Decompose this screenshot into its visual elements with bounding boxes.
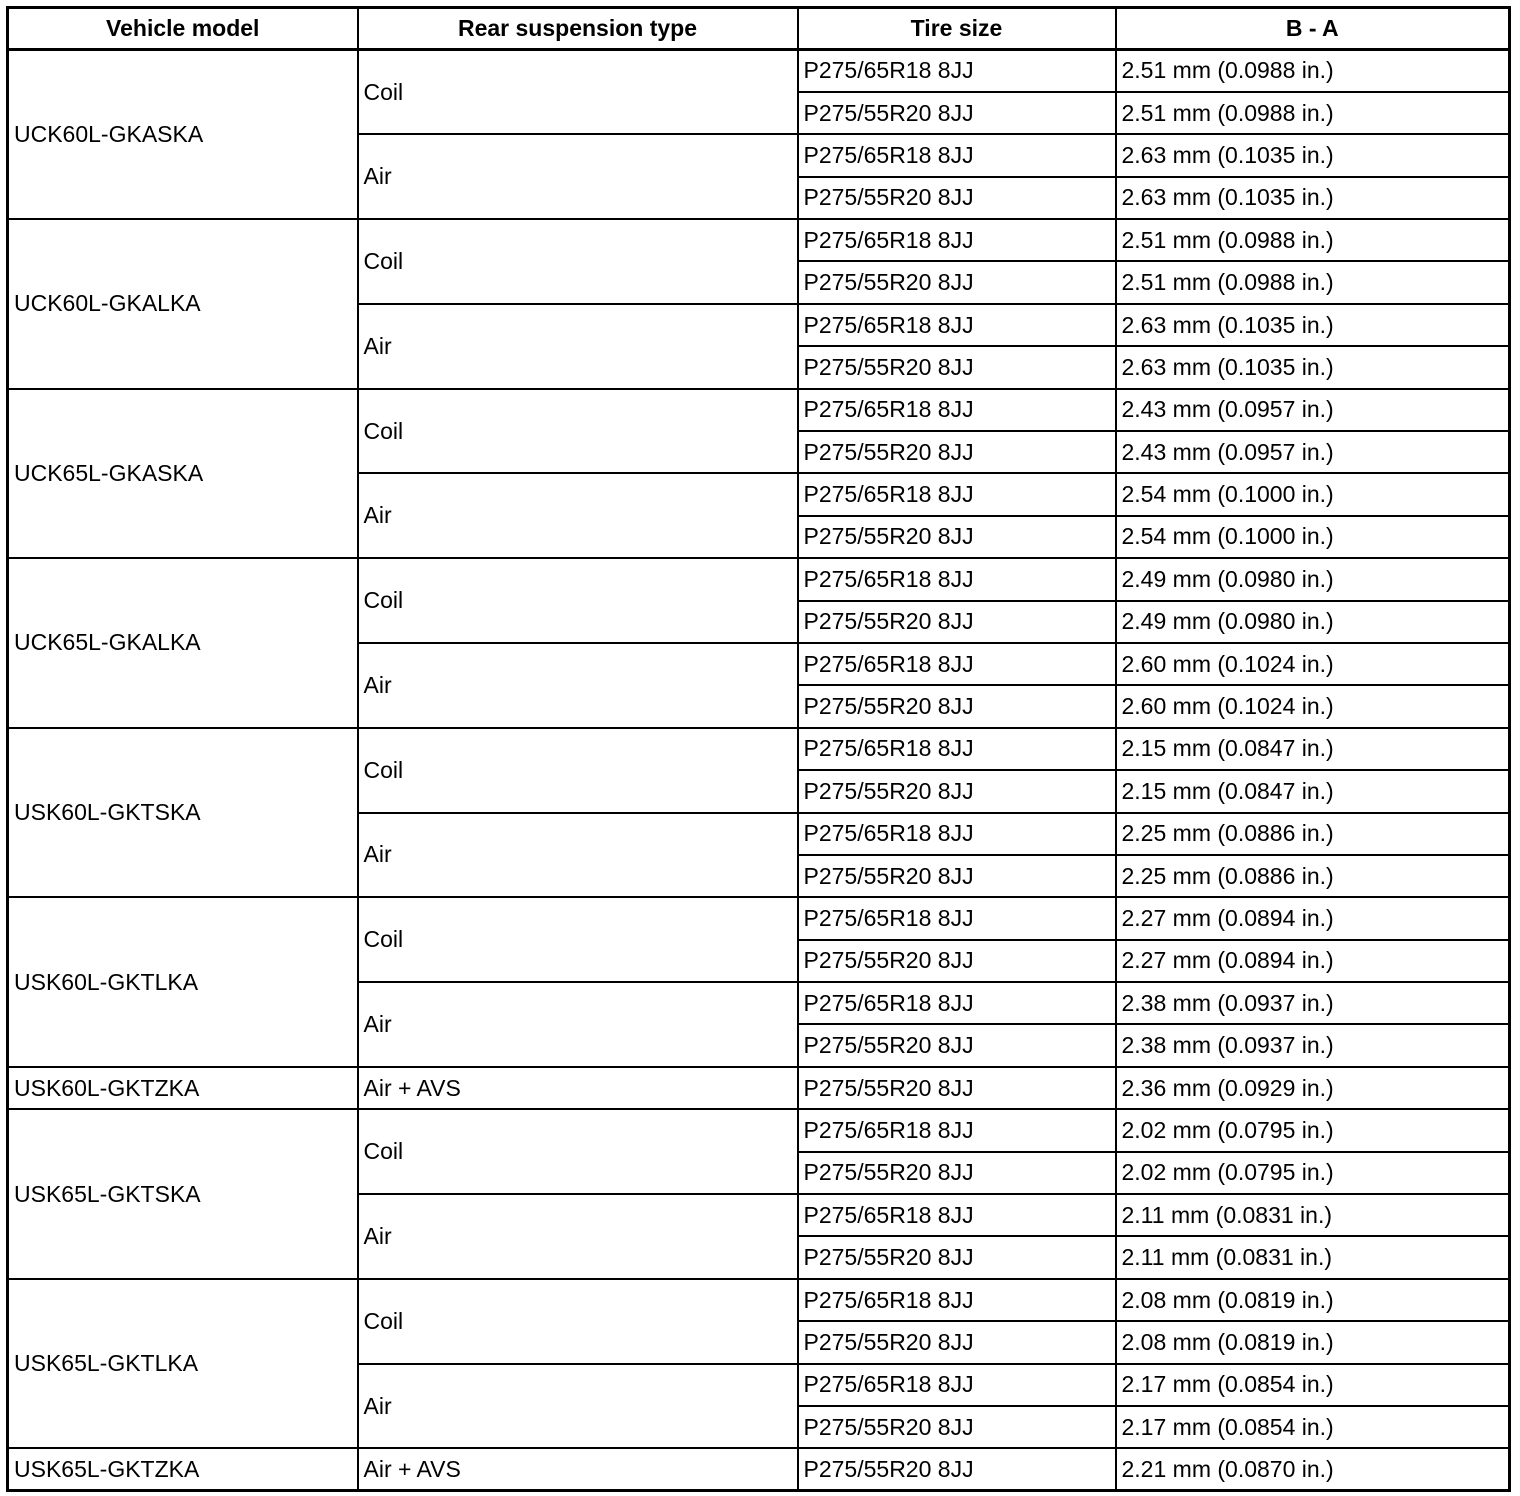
tire-size-cell: P275/55R20 8JJ bbox=[798, 261, 1116, 303]
tire-size-cell: P275/55R20 8JJ bbox=[798, 1024, 1116, 1066]
suspension-type-cell: Air bbox=[358, 304, 798, 389]
header-tire-size: Tire size bbox=[798, 8, 1116, 50]
b-minus-a-value-cell: 2.63 mm (0.1035 in.) bbox=[1116, 177, 1510, 219]
suspension-type-cell: Air bbox=[358, 813, 798, 898]
table-row bbox=[8, 728, 1510, 770]
suspension-type-cell: Coil bbox=[358, 1109, 798, 1194]
table-row bbox=[8, 1109, 1510, 1151]
b-minus-a-value-cell: 2.43 mm (0.0957 in.) bbox=[1116, 389, 1510, 431]
tire-size-cell: P275/65R18 8JJ bbox=[798, 1364, 1116, 1406]
suspension-type-cell: Air + AVS bbox=[358, 1448, 798, 1490]
tire-size-cell: P275/65R18 8JJ bbox=[798, 389, 1116, 431]
b-minus-a-value-cell: 2.15 mm (0.0847 in.) bbox=[1116, 770, 1510, 812]
suspension-type-cell: Air bbox=[358, 1364, 798, 1449]
b-minus-a-value-cell: 2.17 mm (0.0854 in.) bbox=[1116, 1364, 1510, 1406]
vehicle-model-cell: USK60L-GKTZKA bbox=[8, 1067, 358, 1109]
tire-size-cell: P275/65R18 8JJ bbox=[798, 643, 1116, 685]
tire-size-cell: P275/55R20 8JJ bbox=[798, 1236, 1116, 1278]
specification-table bbox=[6, 6, 1511, 1492]
tire-size-cell: P275/65R18 8JJ bbox=[798, 473, 1116, 515]
b-minus-a-value-cell: 2.63 mm (0.1035 in.) bbox=[1116, 346, 1510, 388]
tire-size-cell: P275/55R20 8JJ bbox=[798, 940, 1116, 982]
suspension-type-cell: Coil bbox=[358, 897, 798, 982]
vehicle-model-cell: UCK60L-GKASKA bbox=[8, 50, 358, 220]
table-row bbox=[8, 558, 1510, 600]
vehicle-model-cell: USK60L-GKTSKA bbox=[8, 728, 358, 898]
tire-size-cell: P275/55R20 8JJ bbox=[798, 1321, 1116, 1363]
vehicle-model-cell: USK65L-GKTSKA bbox=[8, 1109, 358, 1279]
tire-size-cell: P275/55R20 8JJ bbox=[798, 177, 1116, 219]
vehicle-model-cell: UCK65L-GKALKA bbox=[8, 558, 358, 728]
tire-size-cell: P275/65R18 8JJ bbox=[798, 1109, 1116, 1151]
tire-size-cell: P275/55R20 8JJ bbox=[798, 1406, 1116, 1448]
tire-size-cell: P275/65R18 8JJ bbox=[798, 1279, 1116, 1321]
b-minus-a-value-cell: 2.49 mm (0.0980 in.) bbox=[1116, 601, 1510, 643]
tire-size-cell: P275/65R18 8JJ bbox=[798, 134, 1116, 176]
suspension-type-cell: Air bbox=[358, 643, 798, 728]
b-minus-a-value-cell: 2.51 mm (0.0988 in.) bbox=[1116, 261, 1510, 303]
suspension-type-cell: Coil bbox=[358, 219, 798, 304]
table-row bbox=[8, 1067, 1510, 1109]
tire-size-cell: P275/55R20 8JJ bbox=[798, 431, 1116, 473]
tire-size-cell: P275/55R20 8JJ bbox=[798, 1067, 1116, 1109]
b-minus-a-value-cell: 2.51 mm (0.0988 in.) bbox=[1116, 92, 1510, 134]
tire-size-cell: P275/55R20 8JJ bbox=[798, 685, 1116, 727]
tire-size-cell: P275/55R20 8JJ bbox=[798, 516, 1116, 558]
tire-size-cell: P275/55R20 8JJ bbox=[798, 1448, 1116, 1490]
tire-size-cell: P275/65R18 8JJ bbox=[798, 219, 1116, 261]
suspension-type-cell: Coil bbox=[358, 558, 798, 643]
vehicle-model-cell: UCK60L-GKALKA bbox=[8, 219, 358, 389]
header-rear-suspension-type: Rear suspension type bbox=[358, 8, 798, 50]
suspension-type-cell: Coil bbox=[358, 1279, 798, 1364]
b-minus-a-value-cell: 2.60 mm (0.1024 in.) bbox=[1116, 643, 1510, 685]
b-minus-a-value-cell: 2.49 mm (0.0980 in.) bbox=[1116, 558, 1510, 600]
b-minus-a-value-cell: 2.17 mm (0.0854 in.) bbox=[1116, 1406, 1510, 1448]
suspension-type-cell: Coil bbox=[358, 50, 798, 135]
b-minus-a-value-cell: 2.36 mm (0.0929 in.) bbox=[1116, 1067, 1510, 1109]
table-row bbox=[8, 1448, 1510, 1490]
suspension-type-cell: Air bbox=[358, 1194, 798, 1279]
tire-size-cell: P275/55R20 8JJ bbox=[798, 855, 1116, 897]
tire-size-cell: P275/65R18 8JJ bbox=[798, 304, 1116, 346]
suspension-type-cell: Air + AVS bbox=[358, 1067, 798, 1109]
header-vehicle-model: Vehicle model bbox=[8, 8, 358, 50]
b-minus-a-value-cell: 2.11 mm (0.0831 in.) bbox=[1116, 1194, 1510, 1236]
b-minus-a-value-cell: 2.25 mm (0.0886 in.) bbox=[1116, 855, 1510, 897]
table-row bbox=[8, 1279, 1510, 1321]
b-minus-a-value-cell: 2.08 mm (0.0819 in.) bbox=[1116, 1279, 1510, 1321]
b-minus-a-value-cell: 2.21 mm (0.0870 in.) bbox=[1116, 1448, 1510, 1490]
b-minus-a-value-cell: 2.15 mm (0.0847 in.) bbox=[1116, 728, 1510, 770]
tire-size-cell: P275/65R18 8JJ bbox=[798, 897, 1116, 939]
table-header bbox=[8, 8, 1510, 50]
b-minus-a-value-cell: 2.51 mm (0.0988 in.) bbox=[1116, 219, 1510, 261]
b-minus-a-value-cell: 2.63 mm (0.1035 in.) bbox=[1116, 304, 1510, 346]
b-minus-a-value-cell: 2.02 mm (0.0795 in.) bbox=[1116, 1152, 1510, 1194]
b-minus-a-value-cell: 2.27 mm (0.0894 in.) bbox=[1116, 940, 1510, 982]
vehicle-model-cell: USK60L-GKTLKA bbox=[8, 897, 358, 1067]
tire-size-cell: P275/55R20 8JJ bbox=[798, 1152, 1116, 1194]
b-minus-a-value-cell: 2.02 mm (0.0795 in.) bbox=[1116, 1109, 1510, 1151]
b-minus-a-value-cell: 2.27 mm (0.0894 in.) bbox=[1116, 897, 1510, 939]
table-row bbox=[8, 897, 1510, 939]
suspension-type-cell: Air bbox=[358, 134, 798, 219]
b-minus-a-value-cell: 2.38 mm (0.0937 in.) bbox=[1116, 1024, 1510, 1066]
b-minus-a-value-cell: 2.60 mm (0.1024 in.) bbox=[1116, 685, 1510, 727]
tire-size-cell: P275/65R18 8JJ bbox=[798, 558, 1116, 600]
b-minus-a-value-cell: 2.54 mm (0.1000 in.) bbox=[1116, 516, 1510, 558]
b-minus-a-value-cell: 2.51 mm (0.0988 in.) bbox=[1116, 50, 1510, 92]
tire-size-cell: P275/55R20 8JJ bbox=[798, 92, 1116, 134]
suspension-type-cell: Coil bbox=[358, 728, 798, 813]
table-row bbox=[8, 219, 1510, 261]
tire-size-cell: P275/55R20 8JJ bbox=[798, 770, 1116, 812]
suspension-type-cell: Coil bbox=[358, 389, 798, 474]
b-minus-a-value-cell: 2.43 mm (0.0957 in.) bbox=[1116, 431, 1510, 473]
b-minus-a-value-cell: 2.54 mm (0.1000 in.) bbox=[1116, 473, 1510, 515]
tire-size-cell: P275/65R18 8JJ bbox=[798, 1194, 1116, 1236]
vehicle-model-cell: USK65L-GKTLKA bbox=[8, 1279, 358, 1449]
b-minus-a-value-cell: 2.11 mm (0.0831 in.) bbox=[1116, 1236, 1510, 1278]
tire-size-cell: P275/55R20 8JJ bbox=[798, 601, 1116, 643]
table-row bbox=[8, 50, 1510, 92]
tire-size-cell: P275/65R18 8JJ bbox=[798, 813, 1116, 855]
tire-size-cell: P275/55R20 8JJ bbox=[798, 346, 1116, 388]
vehicle-model-cell: USK65L-GKTZKA bbox=[8, 1448, 358, 1490]
b-minus-a-value-cell: 2.25 mm (0.0886 in.) bbox=[1116, 813, 1510, 855]
table-row bbox=[8, 389, 1510, 431]
table-body bbox=[8, 50, 1510, 1491]
tire-size-cell: P275/65R18 8JJ bbox=[798, 50, 1116, 92]
suspension-type-cell: Air bbox=[358, 473, 798, 558]
vehicle-model-cell: UCK65L-GKASKA bbox=[8, 389, 358, 559]
b-minus-a-value-cell: 2.38 mm (0.0937 in.) bbox=[1116, 982, 1510, 1024]
header-b-minus-a: B - A bbox=[1116, 8, 1510, 50]
b-minus-a-value-cell: 2.08 mm (0.0819 in.) bbox=[1116, 1321, 1510, 1363]
b-minus-a-value-cell: 2.63 mm (0.1035 in.) bbox=[1116, 134, 1510, 176]
tire-size-cell: P275/65R18 8JJ bbox=[798, 728, 1116, 770]
tire-size-cell: P275/65R18 8JJ bbox=[798, 982, 1116, 1024]
suspension-type-cell: Air bbox=[358, 982, 798, 1067]
header-row bbox=[8, 8, 1510, 50]
